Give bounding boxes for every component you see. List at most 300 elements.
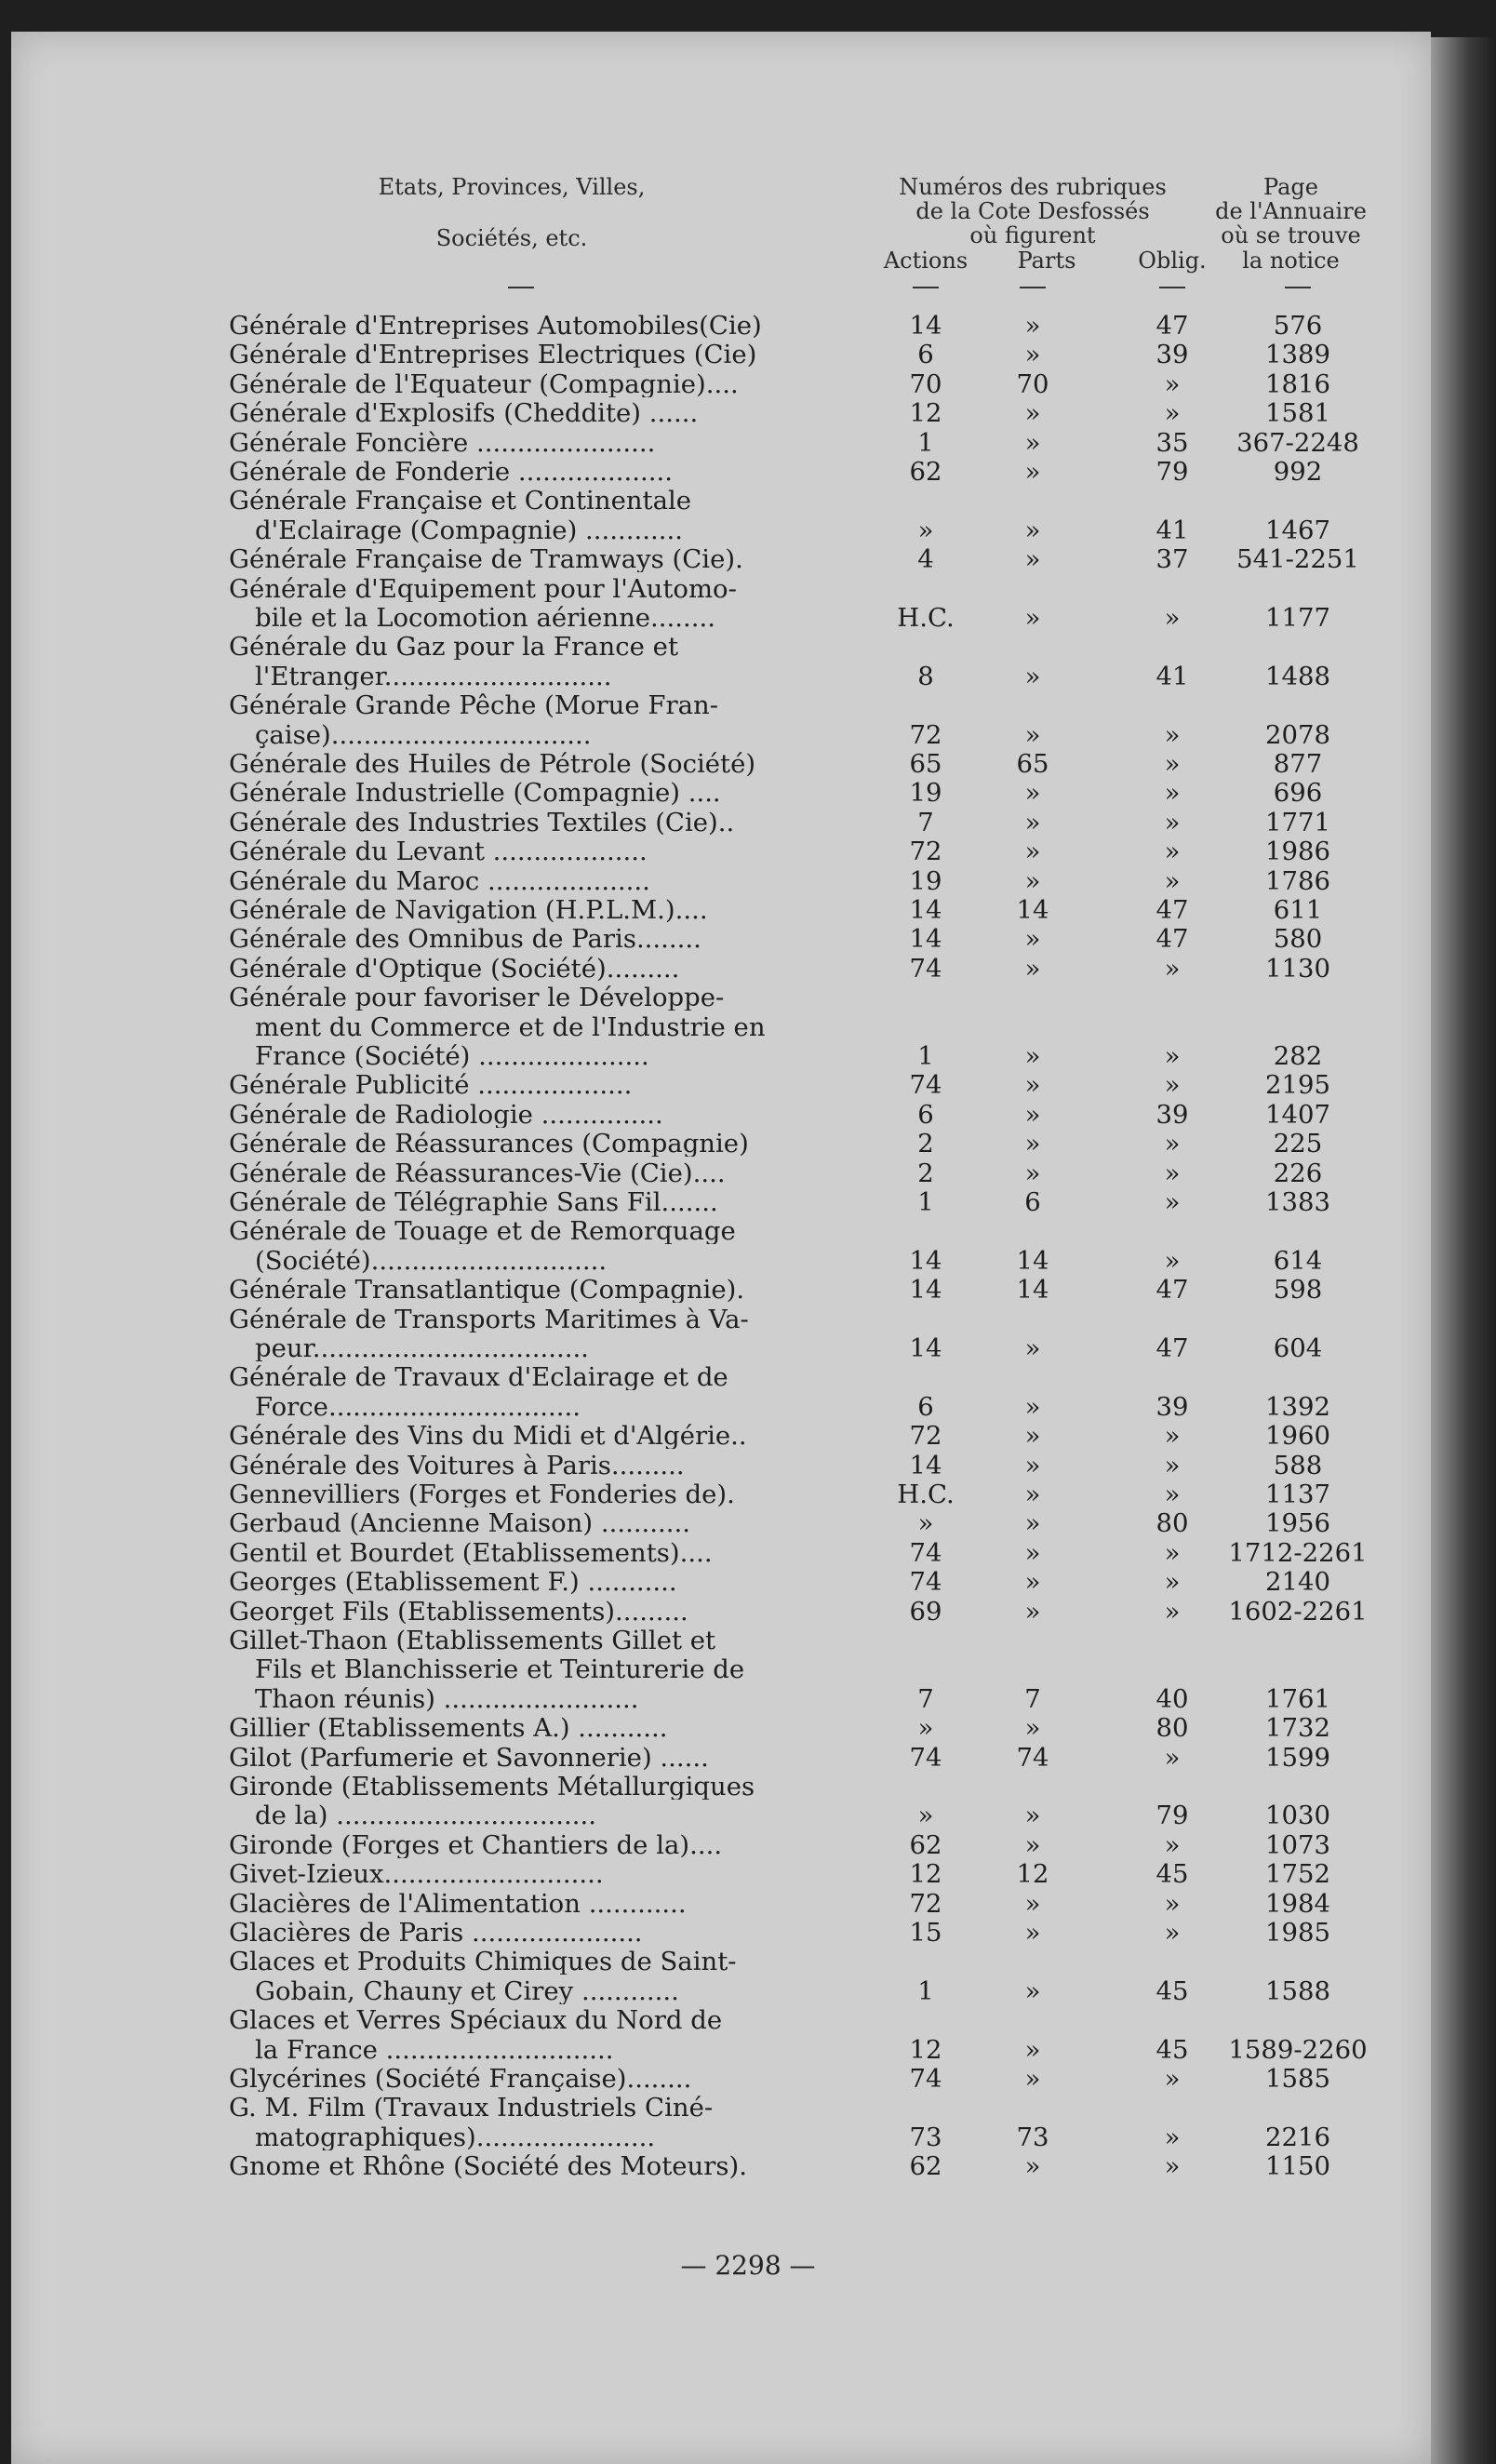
- table-row: [0, 634, 1496, 692]
- oblig-cell: 41: [1155, 661, 1189, 691]
- actions-cell: 72: [909, 837, 942, 867]
- entry-name-line: Générale Française de Tramways (Cie).: [229, 546, 743, 573]
- entry-name-line: ment du Commerce et de l'Industrie en: [255, 1013, 766, 1040]
- actions-cell: 19: [909, 778, 942, 809]
- entry-name-line: Glycérines (Société Française)........: [229, 2066, 692, 2092]
- parts-cell: »: [1024, 398, 1041, 429]
- actions-cell: 74: [909, 2064, 942, 2094]
- oblig-cell: »: [1164, 1187, 1181, 1217]
- actions-cell: 74: [909, 1742, 942, 1773]
- oblig-cell: »: [1164, 1070, 1181, 1101]
- table-row: [0, 1099, 1496, 1131]
- table-row: [0, 1450, 1496, 1481]
- oblig-cell: »: [1164, 1829, 1181, 1860]
- parts-cell: »: [1024, 1596, 1041, 1627]
- parts-cell: »: [1024, 1888, 1041, 1919]
- parts-cell: 12: [1016, 1859, 1049, 1890]
- entry-name-line: Gerbaud (Ancienne Maison) ...........: [229, 1510, 691, 1537]
- parts-cell: 14: [1016, 1245, 1049, 1276]
- table-row: [0, 838, 1496, 867]
- entry-name-line: d'Eclairage (Compagnie) ............: [255, 516, 683, 543]
- parts-cell: »: [1024, 1537, 1041, 1568]
- parts-cell: »: [1024, 1129, 1041, 1159]
- page-ref-cell: 1712-2261: [1228, 1537, 1368, 1568]
- page-ref-cell: 1030: [1265, 1801, 1330, 1831]
- parts-cell: »: [1024, 1450, 1041, 1480]
- oblig-cell: 39: [1155, 1099, 1189, 1130]
- entry-name-line: Générale de l'Equateur (Compagnie)....: [229, 370, 739, 397]
- actions-cell: 74: [909, 1567, 942, 1598]
- actions-cell: 2: [917, 1158, 934, 1188]
- oblig-cell: »: [1164, 1888, 1181, 1919]
- oblig-cell: 45: [1155, 1975, 1189, 2006]
- header-left-title: Etats, Provinces, Villes,: [378, 174, 646, 200]
- oblig-cell: 79: [1155, 457, 1189, 487]
- table-row: [0, 1218, 1496, 1277]
- page-ref-cell: 1488: [1265, 661, 1330, 691]
- entry-name-line: l'Etranger............................: [255, 663, 612, 690]
- parts-cell: »: [1024, 544, 1041, 575]
- oblig-cell: »: [1164, 368, 1181, 399]
- parts-cell: »: [1024, 602, 1041, 633]
- page-ref-cell: 1392: [1265, 1391, 1330, 1422]
- table-row: [0, 1948, 1496, 2007]
- actions-cell: 14: [909, 1275, 942, 1306]
- entry-name-line: Générale d'Optique (Société).........: [229, 955, 680, 982]
- oblig-cell: »: [1164, 1596, 1181, 1627]
- entry-name-line: Fils et Blanchisserie et Teinturerie de: [255, 1656, 745, 1683]
- table-row: [0, 1774, 1496, 1832]
- entry-name-line: France (Société) .....................: [255, 1042, 649, 1069]
- table-row: [0, 1189, 1496, 1218]
- actions-cell: »: [917, 1801, 934, 1831]
- table-row: [0, 1829, 1496, 1861]
- entry-name-line: Générale de Touage et de Remorquage: [229, 1218, 736, 1245]
- page-ref-cell: 598: [1273, 1275, 1323, 1306]
- parts-cell: »: [1024, 837, 1041, 867]
- oblig-cell: 47: [1155, 1332, 1189, 1363]
- oblig-cell: »: [1164, 2122, 1181, 2152]
- entry-name-line: Générale Transatlantique (Compagnie).: [229, 1277, 745, 1304]
- table-row: [0, 780, 1496, 809]
- header-mid-line1: Numéros des rubriques: [899, 174, 1167, 200]
- entry-name-line: de la) ................................: [255, 1802, 597, 1829]
- entry-name-line: Générale Publicité ...................: [229, 1072, 633, 1099]
- oblig-cell: »: [1164, 837, 1181, 867]
- entry-name-line: Gilot (Parfumerie et Savonnerie) ......: [229, 1744, 709, 1771]
- page-ref-cell: 877: [1273, 749, 1323, 779]
- header-col-oblig: Oblig.: [1138, 248, 1207, 274]
- entry-name-line: Générale des Vins du Midi et d'Algérie..: [229, 1423, 747, 1450]
- actions-cell: 74: [909, 953, 942, 984]
- actions-cell: 72: [909, 719, 942, 750]
- table-row: [0, 313, 1496, 341]
- table-row: [0, 2153, 1496, 2182]
- parts-cell: »: [1024, 1480, 1041, 1509]
- header-page-line4: la notice: [1242, 248, 1340, 274]
- oblig-cell: »: [1164, 1918, 1181, 1948]
- entry-name-line: Glacières de Paris .....................: [229, 1920, 643, 1946]
- parts-cell: »: [1024, 1332, 1041, 1363]
- header-col-parts: Parts: [1017, 248, 1076, 274]
- entry-name-line: bile et la Locomotion aérienne........: [255, 604, 715, 631]
- oblig-cell: 47: [1155, 924, 1189, 955]
- table-row: [0, 692, 1496, 751]
- table-row: [0, 1861, 1496, 1890]
- table-row: [0, 751, 1496, 780]
- parts-cell: 74: [1016, 1742, 1049, 1773]
- oblig-cell: »: [1164, 1421, 1181, 1452]
- entry-name-line: Générale des Industries Textiles (Cie)..: [229, 809, 735, 836]
- entry-name-line: çaise)................................: [255, 721, 592, 748]
- actions-cell: »: [917, 1508, 934, 1539]
- table-row: [0, 953, 1496, 984]
- actions-cell: 62: [909, 1829, 942, 1860]
- table-row: [0, 1306, 1496, 1365]
- oblig-cell: 45: [1155, 2034, 1189, 2065]
- entry-name-line: (Société).............................: [255, 1247, 608, 1274]
- table-row: [0, 1481, 1496, 1510]
- entry-name-line: Givet-Izieux...........................: [229, 1861, 604, 1888]
- actions-cell: 62: [909, 457, 942, 487]
- actions-cell: 14: [909, 1332, 942, 1363]
- actions-cell: 7: [917, 807, 934, 837]
- parts-cell: 6: [1024, 1187, 1041, 1217]
- parts-cell: »: [1024, 1391, 1041, 1422]
- table-row: [0, 427, 1496, 459]
- parts-cell: »: [1024, 2151, 1041, 2182]
- table-row: [0, 1072, 1496, 1101]
- table-row: [0, 1364, 1496, 1423]
- page-ref-cell: 1985: [1265, 1918, 1330, 1948]
- entry-name-line: Gobain, Chauny et Cirey ............: [255, 1977, 679, 2004]
- entry-name-line: Générale Foncière ......................: [229, 429, 656, 456]
- oblig-cell: »: [1164, 807, 1181, 837]
- entry-name-line: Glaces et Verres Spéciaux du Nord de: [229, 2007, 723, 2034]
- page-ref-cell: 1130: [1265, 953, 1330, 984]
- actions-cell: 74: [909, 1070, 942, 1101]
- page-ref-cell: 611: [1273, 895, 1323, 925]
- oblig-cell: »: [1164, 2064, 1181, 2094]
- page-ref-cell: 1761: [1265, 1683, 1330, 1714]
- page-ref-cell: 1732: [1265, 1713, 1330, 1744]
- page-ref-cell: 992: [1273, 457, 1323, 487]
- entry-name-line: Gillet-Thaon (Etablissements Gillet et: [229, 1627, 716, 1654]
- oblig-cell: »: [1164, 1480, 1181, 1509]
- table-row: [0, 897, 1496, 926]
- parts-cell: »: [1024, 427, 1041, 458]
- page-ref-cell: 1073: [1265, 1829, 1330, 1860]
- entry-name-line: Générale d'Equipement pour l'Automo-: [229, 575, 737, 602]
- entry-name-line: Générale des Voitures à Paris.........: [229, 1452, 685, 1479]
- entry-name-line: Générale de Radiologie ...............: [229, 1101, 663, 1128]
- entry-name-line: Générale Grande Pêche (Morue Fran-: [229, 692, 719, 719]
- parts-cell: »: [1024, 1801, 1041, 1831]
- actions-cell: 8: [917, 661, 934, 691]
- table-row: [0, 1888, 1496, 1920]
- header-mid-line2: de la Cote Desfossés: [915, 198, 1150, 224]
- table-row: [0, 1131, 1496, 1159]
- actions-cell: 1: [917, 1187, 934, 1217]
- entry-name-line: Générale de Navigation (H.P.L.M.)....: [229, 897, 708, 923]
- page-ref-cell: 282: [1273, 1040, 1323, 1071]
- oblig-cell: »: [1164, 2151, 1181, 2182]
- page-ref-cell: 1986: [1265, 837, 1330, 867]
- actions-cell: 74: [909, 1537, 942, 1568]
- entry-name-line: Générale d'Entreprises Automobiles(Cie): [229, 313, 762, 339]
- header-left-subtitle: Sociétés, etc.: [435, 225, 588, 251]
- oblig-cell: »: [1164, 1158, 1181, 1188]
- actions-cell: 70: [909, 368, 942, 399]
- page-ref-cell: 226: [1273, 1158, 1323, 1188]
- oblig-cell: 39: [1155, 1391, 1189, 1422]
- table-row: [0, 1569, 1496, 1598]
- actions-cell: 2: [917, 1129, 934, 1159]
- entry-name-line: Georget Fils (Etablissements).........: [229, 1598, 688, 1625]
- parts-cell: »: [1024, 778, 1041, 809]
- page-ref-cell: 367-2248: [1236, 427, 1359, 458]
- oblig-cell: »: [1164, 749, 1181, 779]
- parts-cell: »: [1024, 953, 1041, 984]
- oblig-cell: »: [1164, 1537, 1181, 1568]
- page-ref-cell: 1602-2261: [1228, 1596, 1368, 1627]
- actions-cell: 65: [909, 749, 942, 779]
- table-row: [0, 400, 1496, 429]
- page-ref-cell: 604: [1273, 1332, 1323, 1363]
- parts-cell: »: [1024, 515, 1041, 545]
- entry-name-line: Glacières de l'Alimentation ............: [229, 1890, 687, 1917]
- entry-name-line: Générale Française et Continentale: [229, 488, 692, 515]
- parts-cell: »: [1024, 1829, 1041, 1860]
- parts-cell: »: [1024, 1918, 1041, 1948]
- page-ref-cell: 1585: [1265, 2064, 1330, 2094]
- table-row: [0, 488, 1496, 546]
- table-row: [0, 807, 1496, 838]
- entry-name-line: G. M. Film (Travaux Industriels Ciné-: [229, 2095, 714, 2122]
- parts-cell: »: [1024, 1070, 1041, 1101]
- parts-cell: »: [1024, 865, 1041, 896]
- actions-cell: 12: [909, 398, 942, 429]
- oblig-cell: »: [1164, 398, 1181, 429]
- entry-name-line: Générale du Gaz pour la France et: [229, 634, 678, 661]
- oblig-cell: »: [1164, 1567, 1181, 1598]
- actions-cell: H.C.: [897, 602, 955, 633]
- table-row: [0, 1160, 1496, 1189]
- page-ref-cell: 576: [1273, 311, 1323, 341]
- table-row: [0, 1715, 1496, 1744]
- entry-name-line: Gironde (Etablissements Métallurgiques: [229, 1774, 755, 1800]
- parts-cell: 70: [1016, 368, 1049, 399]
- table-row: [0, 2095, 1496, 2153]
- parts-cell: »: [1024, 1040, 1041, 1071]
- entry-name-line: Générale des Huiles de Pétrole (Société): [229, 751, 756, 777]
- actions-cell: 14: [909, 311, 942, 341]
- page-ref-cell: 541-2251: [1236, 544, 1359, 575]
- entry-name-line: la France ............................: [255, 2036, 614, 2063]
- oblig-cell: 47: [1155, 895, 1189, 925]
- actions-cell: 14: [909, 924, 942, 955]
- oblig-cell: »: [1164, 1742, 1181, 1773]
- oblig-cell: »: [1164, 865, 1181, 896]
- oblig-cell: 47: [1155, 1275, 1189, 1306]
- oblig-cell: 80: [1155, 1508, 1189, 1539]
- oblig-cell: »: [1164, 719, 1181, 750]
- table-row: [0, 341, 1496, 370]
- entry-name-line: Générale de Réassurances (Compagnie): [229, 1131, 749, 1158]
- page-ref-cell: 1816: [1265, 368, 1330, 399]
- entry-name-line: Générale du Maroc ....................: [229, 867, 650, 894]
- actions-cell: 1: [917, 1975, 934, 2006]
- actions-cell: 12: [909, 1859, 942, 1890]
- actions-cell: 72: [909, 1888, 942, 1919]
- actions-cell: 62: [909, 2151, 942, 2182]
- parts-cell: 7: [1024, 1683, 1041, 1714]
- page-ref-cell: 1771: [1265, 807, 1330, 837]
- page-ref-cell: 1956: [1265, 1508, 1330, 1539]
- page-ref-cell: 2195: [1265, 1070, 1330, 1101]
- parts-cell: 14: [1016, 1275, 1049, 1306]
- parts-cell: »: [1024, 661, 1041, 691]
- table-row: [0, 926, 1496, 955]
- entry-name-line: Générale d'Explosifs (Cheddite) ......: [229, 400, 699, 427]
- entry-name-line: Glaces et Produits Chimiques de Saint-: [229, 1948, 737, 1975]
- table-row: [0, 459, 1496, 488]
- page-ref-cell: 1467: [1265, 515, 1330, 545]
- table-row: [0, 1596, 1496, 1627]
- oblig-cell: 37: [1155, 544, 1189, 575]
- oblig-cell: »: [1164, 1450, 1181, 1480]
- parts-cell: »: [1024, 1975, 1041, 2006]
- actions-cell: 73: [909, 2122, 942, 2152]
- header-page-line3: où se trouve: [1221, 222, 1361, 248]
- table-row: [0, 1627, 1496, 1715]
- actions-cell: 72: [909, 1421, 942, 1452]
- entry-name-line: Gentil et Bourdet (Etablissements)....: [229, 1539, 713, 1566]
- page-ref-cell: 1984: [1265, 1888, 1330, 1919]
- oblig-cell: »: [1164, 778, 1181, 809]
- header-page-line1: Page: [1263, 174, 1318, 200]
- table-row: [0, 1423, 1496, 1452]
- parts-cell: »: [1024, 1567, 1041, 1598]
- parts-cell: »: [1024, 1099, 1041, 1130]
- page-ref-cell: 1588: [1265, 1975, 1330, 2006]
- table-row: [0, 1510, 1496, 1539]
- entry-name-line: Générale du Levant ...................: [229, 838, 648, 865]
- page-ref-cell: 614: [1273, 1245, 1323, 1276]
- parts-cell: »: [1024, 924, 1041, 955]
- page-ref-cell: 1786: [1265, 865, 1330, 896]
- page-ref-cell: 1383: [1265, 1187, 1330, 1217]
- parts-cell: »: [1024, 719, 1041, 750]
- oblig-cell: »: [1164, 1129, 1181, 1159]
- parts-cell: »: [1024, 807, 1041, 837]
- parts-cell: »: [1024, 311, 1041, 341]
- entry-name-line: Georges (Etablissement F.) ...........: [229, 1569, 677, 1596]
- actions-cell: 14: [909, 1245, 942, 1276]
- parts-cell: »: [1024, 2034, 1041, 2065]
- actions-cell: 69: [909, 1596, 942, 1627]
- page-ref-cell: 580: [1273, 924, 1323, 955]
- entry-name-line: Générale d'Entreprises Electriques (Cie): [229, 341, 757, 368]
- oblig-cell: »: [1164, 1245, 1181, 1276]
- page-ref-cell: 696: [1273, 778, 1323, 809]
- table-row: [0, 1277, 1496, 1306]
- actions-cell: 6: [917, 340, 934, 370]
- parts-cell: »: [1024, 1713, 1041, 1744]
- oblig-cell: »: [1164, 1040, 1181, 1071]
- page-ref-cell: 225: [1273, 1129, 1323, 1159]
- parts-cell: »: [1024, 1421, 1041, 1452]
- parts-cell: »: [1024, 1158, 1041, 1188]
- entry-name-line: Générale de Transports Maritimes à Va-: [229, 1306, 749, 1332]
- actions-cell: H.C.: [897, 1480, 955, 1509]
- oblig-cell: 40: [1155, 1683, 1189, 1714]
- entry-name-line: Gironde (Forges et Chantiers de la)....: [229, 1831, 723, 1858]
- page-ref-cell: 1137: [1265, 1480, 1330, 1509]
- oblig-cell: »: [1164, 602, 1181, 633]
- table-row: [0, 2007, 1496, 2066]
- oblig-cell: »: [1164, 953, 1181, 984]
- parts-cell: »: [1024, 340, 1041, 370]
- header-page-line2: de l'Annuaire: [1215, 198, 1367, 224]
- parts-cell: 73: [1016, 2122, 1049, 2152]
- entry-name-line: Générale de Fonderie ...................: [229, 459, 673, 485]
- actions-cell: 6: [917, 1099, 934, 1130]
- oblig-cell: 47: [1155, 311, 1189, 341]
- actions-cell: 7: [917, 1683, 934, 1714]
- actions-cell: »: [917, 1713, 934, 1744]
- entry-name-line: peur..................................: [255, 1334, 589, 1361]
- table-row: [0, 368, 1496, 400]
- actions-cell: »: [917, 515, 934, 545]
- table-row: [0, 865, 1496, 897]
- entry-name-line: Générale Industrielle (Compagnie) ....: [229, 780, 721, 807]
- page-number: — 2298 —: [680, 2250, 816, 2281]
- entry-name-line: Gnome et Rhône (Société des Moteurs).: [229, 2153, 747, 2180]
- actions-cell: 4: [917, 544, 934, 575]
- parts-cell: »: [1024, 2064, 1041, 2094]
- page-ref-cell: 1599: [1265, 1742, 1330, 1773]
- page-ref-cell: 1752: [1265, 1859, 1330, 1890]
- actions-cell: 14: [909, 1450, 942, 1480]
- oblig-cell: 79: [1155, 1801, 1189, 1831]
- entry-name-line: Générale de Réassurances-Vie (Cie)....: [229, 1159, 726, 1186]
- actions-cell: 12: [909, 2034, 942, 2065]
- page-ref-cell: 1389: [1265, 340, 1330, 370]
- oblig-cell: 39: [1155, 340, 1189, 370]
- actions-cell: 1: [917, 1040, 934, 1071]
- actions-cell: 1: [917, 427, 934, 458]
- entry-name-line: Générale pour favoriser le Développe-: [229, 984, 725, 1011]
- page-ref-cell: 588: [1273, 1450, 1323, 1480]
- oblig-cell: 35: [1155, 427, 1189, 458]
- header-col-actions: Actions: [883, 248, 968, 274]
- table-row: [0, 2066, 1496, 2095]
- entry-name-line: Thaon réunis) ........................: [255, 1685, 639, 1712]
- oblig-cell: 41: [1155, 515, 1189, 545]
- entry-name-line: Gennevilliers (Forges et Fonderies de).: [229, 1481, 735, 1507]
- entry-name-line: Générale de Télégraphie Sans Fil.......: [229, 1189, 718, 1215]
- oblig-cell: 45: [1155, 1859, 1189, 1890]
- table-row: [0, 576, 1496, 635]
- entry-name-line: matographiques)......................: [255, 2123, 656, 2150]
- table-row: [0, 984, 1496, 1072]
- page-ref-cell: 1589-2260: [1228, 2034, 1368, 2065]
- actions-cell: 6: [917, 1391, 934, 1422]
- table-row: [0, 1920, 1496, 1948]
- page-ref-cell: 1150: [1265, 2151, 1330, 2182]
- table-row: [0, 1742, 1496, 1774]
